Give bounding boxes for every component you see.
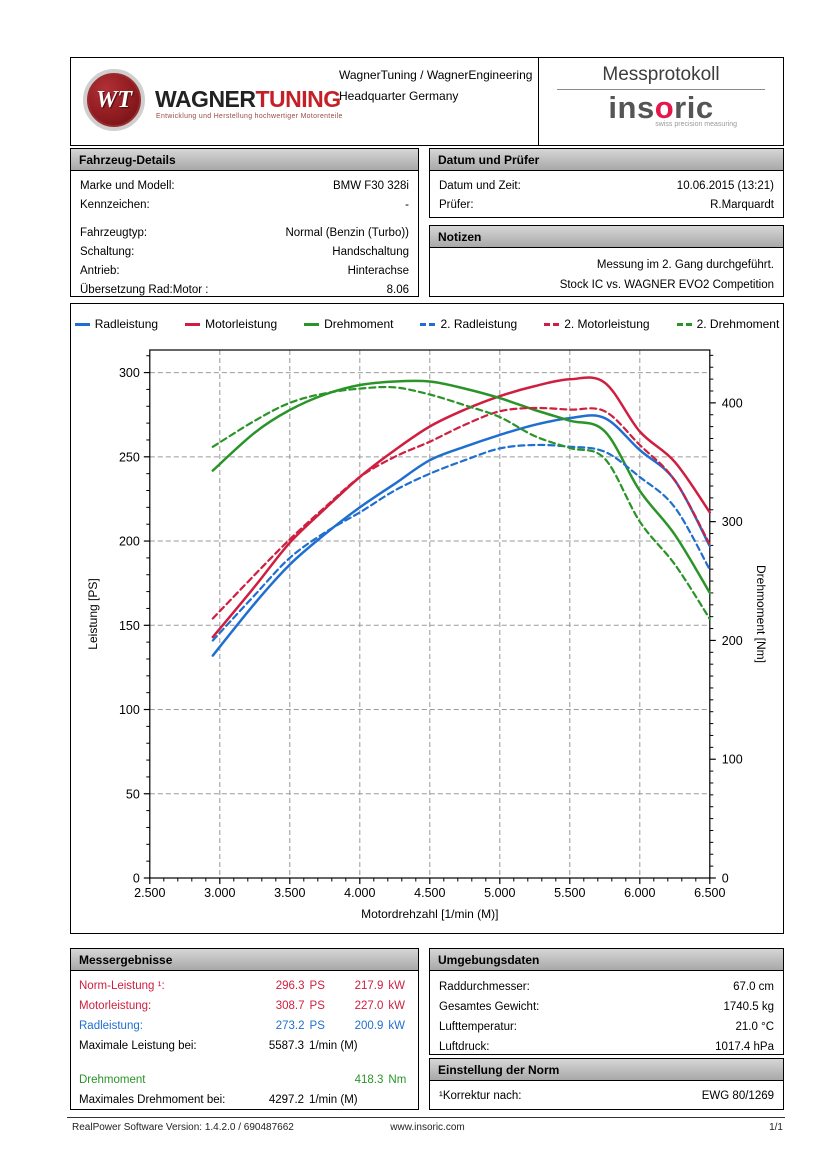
row-label: Gesamtes Gewicht: xyxy=(439,1001,540,1013)
row-value: - xyxy=(405,199,409,211)
result-row xyxy=(71,1016,418,1036)
row-value: Hinterachse xyxy=(347,265,409,277)
date-inspector-panel xyxy=(429,148,784,218)
wagner-wordmark-red: TUNING xyxy=(255,86,341,112)
svg-text:200: 200 xyxy=(118,534,140,549)
row-unit: 1/min (M) xyxy=(309,1094,358,1106)
company-location: Headquarter Germany xyxy=(339,89,459,103)
row-unit-kw: Nm xyxy=(388,1074,407,1086)
row-label: Kennzeichen: xyxy=(80,199,150,211)
svg-text:0: 0 xyxy=(132,871,140,886)
row-value: Normal (Benzin (Turbo)) xyxy=(285,227,409,239)
company-name: WagnerTuning / WagnerEngineering xyxy=(339,68,533,82)
footer-software-version: RealPower Software Version: 1.4.2.0 / 690487662 xyxy=(72,1122,294,1133)
footer-website: www.insoric.com xyxy=(390,1122,465,1133)
env-row xyxy=(430,977,783,997)
page-footer xyxy=(67,1122,785,1133)
report-header xyxy=(70,57,784,146)
protocol-title: Messprotokoll xyxy=(602,64,720,85)
row-value: 5587.3 xyxy=(268,1040,305,1052)
insoric-logo xyxy=(539,92,783,124)
row-value: 308.7 xyxy=(275,1000,305,1012)
svg-text:Drehmoment [Nm]: Drehmoment [Nm] xyxy=(754,564,768,664)
row-label: Maximales Drehmoment bei: xyxy=(79,1094,226,1106)
env-row xyxy=(430,1037,783,1057)
row-unit-kw: kW xyxy=(388,1020,405,1032)
svg-text:3.000: 3.000 xyxy=(204,886,236,900)
svg-text:400: 400 xyxy=(721,396,743,411)
result-row xyxy=(71,976,418,996)
dyno-chart xyxy=(71,304,783,933)
curve-motorleistung xyxy=(213,378,710,638)
row-label: Marke und Modell: xyxy=(80,180,175,192)
row-value: 21.0 °C xyxy=(735,1021,774,1033)
row-value: EWG 80/1269 xyxy=(701,1090,774,1102)
row-unit xyxy=(305,1070,349,1090)
svg-text:100: 100 xyxy=(118,703,140,718)
row-value xyxy=(239,1070,305,1090)
svg-text:Motordrehzahl [1/min (M)]: Motordrehzahl [1/min (M)] xyxy=(361,907,499,921)
env-row xyxy=(430,997,783,1017)
vehicle-row xyxy=(71,224,418,243)
row-value-kw xyxy=(349,1036,383,1056)
header-company-info xyxy=(336,58,538,145)
row-unit: PS xyxy=(309,1000,325,1012)
datum-row xyxy=(430,177,783,196)
row-value: 67.0 cm xyxy=(733,981,774,993)
row-label: Norm-Leistung ¹: xyxy=(79,980,165,992)
row-value-kw: 418.3 xyxy=(354,1074,384,1086)
svg-text:250: 250 xyxy=(118,450,140,465)
row-label: Raddurchmesser: xyxy=(439,981,530,993)
row-label: Fahrzeugtyp: xyxy=(80,227,148,239)
footer-page-number: 1/1 xyxy=(769,1122,783,1133)
row-label: Motorleistung: xyxy=(79,1000,152,1012)
date-inspector-title: Datum und Prüfer xyxy=(430,149,783,171)
norm-setting-title: Einstellung der Norm xyxy=(430,1059,783,1081)
row-value-kw: 227.0 xyxy=(354,1000,384,1012)
svg-text:Leistung [PS]: Leistung [PS] xyxy=(86,578,100,650)
insoric-tagline: swiss precision measuring xyxy=(655,121,737,128)
svg-text:50: 50 xyxy=(125,787,140,802)
row-value: R.Marquardt xyxy=(710,199,774,211)
wagner-wordmark xyxy=(155,86,341,113)
row-value: 10.06.2015 (13:21) xyxy=(676,180,774,192)
row-value: 1017.4 hPa xyxy=(715,1041,774,1053)
svg-text:300: 300 xyxy=(721,515,743,530)
row-label: Antrieb: xyxy=(80,265,120,277)
notes-title: Notizen xyxy=(430,226,783,248)
svg-text:5.000: 5.000 xyxy=(484,886,516,900)
results-title: Messergebnisse xyxy=(71,949,418,971)
svg-text:6.000: 6.000 xyxy=(624,886,656,900)
row-label: Übersetzung Rad:Motor : xyxy=(80,284,209,296)
vehicle-details-panel xyxy=(70,148,419,297)
insoric-red-o-icon: o xyxy=(654,90,675,125)
wagner-badge-icon xyxy=(83,69,145,131)
note-line: Messung im 2. Gang durchgeführt. xyxy=(596,259,774,271)
legend-label: Drehmoment xyxy=(324,317,394,331)
vehicle-row xyxy=(71,262,418,281)
row-unit: PS xyxy=(309,1020,325,1032)
row-unit: PS xyxy=(309,980,325,992)
result-row xyxy=(71,1036,418,1056)
result-row xyxy=(71,1090,418,1110)
svg-text:6.500: 6.500 xyxy=(694,886,726,900)
notes-panel xyxy=(429,225,784,297)
row-unit-kw: kW xyxy=(388,1000,405,1012)
vehicle-row xyxy=(71,177,418,196)
legend-label: 2. Drehmoment xyxy=(696,317,780,331)
svg-text:300: 300 xyxy=(118,366,140,381)
row-label: Datum und Zeit: xyxy=(439,180,521,192)
legend-label: 2. Radleistung xyxy=(440,317,518,331)
row-value: BMW F30 328i xyxy=(332,180,409,192)
row-value-kw: 200.9 xyxy=(354,1020,384,1032)
curve-drehmoment xyxy=(213,381,710,593)
datum-row xyxy=(430,196,783,215)
wagner-tagline: Entwicklung und Herstellung hochwertiger Motorenteile xyxy=(156,113,343,120)
vehicle-details-title: Fahrzeug-Details xyxy=(71,149,418,171)
insoric-text-2: ric xyxy=(674,90,714,125)
environment-title: Umgebungsdaten xyxy=(430,949,783,971)
svg-text:4.000: 4.000 xyxy=(344,886,376,900)
svg-text:3.500: 3.500 xyxy=(274,886,306,900)
wagner-wordmark-black: WAGNER xyxy=(155,86,256,112)
insoric-text-1: ins xyxy=(608,90,655,125)
curve-radleistung xyxy=(213,415,710,655)
row-value: 8.06 xyxy=(386,284,409,296)
svg-text:5.500: 5.500 xyxy=(554,886,586,900)
row-label: Schaltung: xyxy=(80,246,135,258)
norm-row xyxy=(430,1086,783,1106)
svg-text:2.500: 2.500 xyxy=(134,886,166,900)
row-value-kw: 217.9 xyxy=(354,980,384,992)
vehicle-row xyxy=(71,281,418,300)
legend-label: Motorleistung xyxy=(205,317,278,331)
wagner-badge-letters: WT xyxy=(96,86,132,113)
curve-2-drehmoment xyxy=(213,387,710,619)
legend-label: Radleistung xyxy=(94,317,159,331)
note-line: Stock IC vs. WAGNER EVO2 Competition xyxy=(559,279,774,291)
row-unit-kw: kW xyxy=(388,980,405,992)
svg-text:0: 0 xyxy=(721,871,729,886)
row-label: Prüfer: xyxy=(439,199,474,211)
row-value: 1740.5 kg xyxy=(723,1001,774,1013)
row-unit: 1/min (M) xyxy=(309,1040,358,1052)
svg-text:200: 200 xyxy=(721,633,743,648)
row-unit-kw xyxy=(383,1036,414,1056)
row-value: 4297.2 xyxy=(268,1094,305,1106)
row-unit-kw xyxy=(383,1090,414,1110)
svg-text:4.500: 4.500 xyxy=(414,886,446,900)
dyno-chart-panel xyxy=(70,303,784,934)
norm-setting-panel xyxy=(429,1058,784,1110)
row-label: Lufttemperatur: xyxy=(439,1021,517,1033)
wagner-logo xyxy=(71,58,343,145)
environment-panel xyxy=(429,948,784,1055)
row-label: Radleistung: xyxy=(79,1020,143,1032)
results-panel xyxy=(70,948,419,1110)
vehicle-row xyxy=(71,196,418,215)
legend-label: 2. Motorleistung xyxy=(564,317,650,331)
result-row xyxy=(71,1070,418,1090)
env-row xyxy=(430,1017,783,1037)
vehicle-row xyxy=(71,243,418,262)
row-value: Handschaltung xyxy=(332,246,409,258)
row-value-kw xyxy=(349,1090,383,1110)
footer-divider xyxy=(67,1117,785,1118)
row-value: 273.2 xyxy=(275,1020,305,1032)
row-label: Drehmoment xyxy=(79,1074,146,1086)
protocol-cell xyxy=(538,58,783,145)
result-row xyxy=(71,996,418,1016)
row-label: ¹Korrektur nach: xyxy=(439,1090,522,1102)
row-value: 296.3 xyxy=(275,980,305,992)
svg-text:100: 100 xyxy=(721,752,743,767)
row-label: Maximale Leistung bei: xyxy=(79,1040,197,1052)
row-label: Luftdruck: xyxy=(439,1041,490,1053)
svg-text:150: 150 xyxy=(118,618,140,633)
